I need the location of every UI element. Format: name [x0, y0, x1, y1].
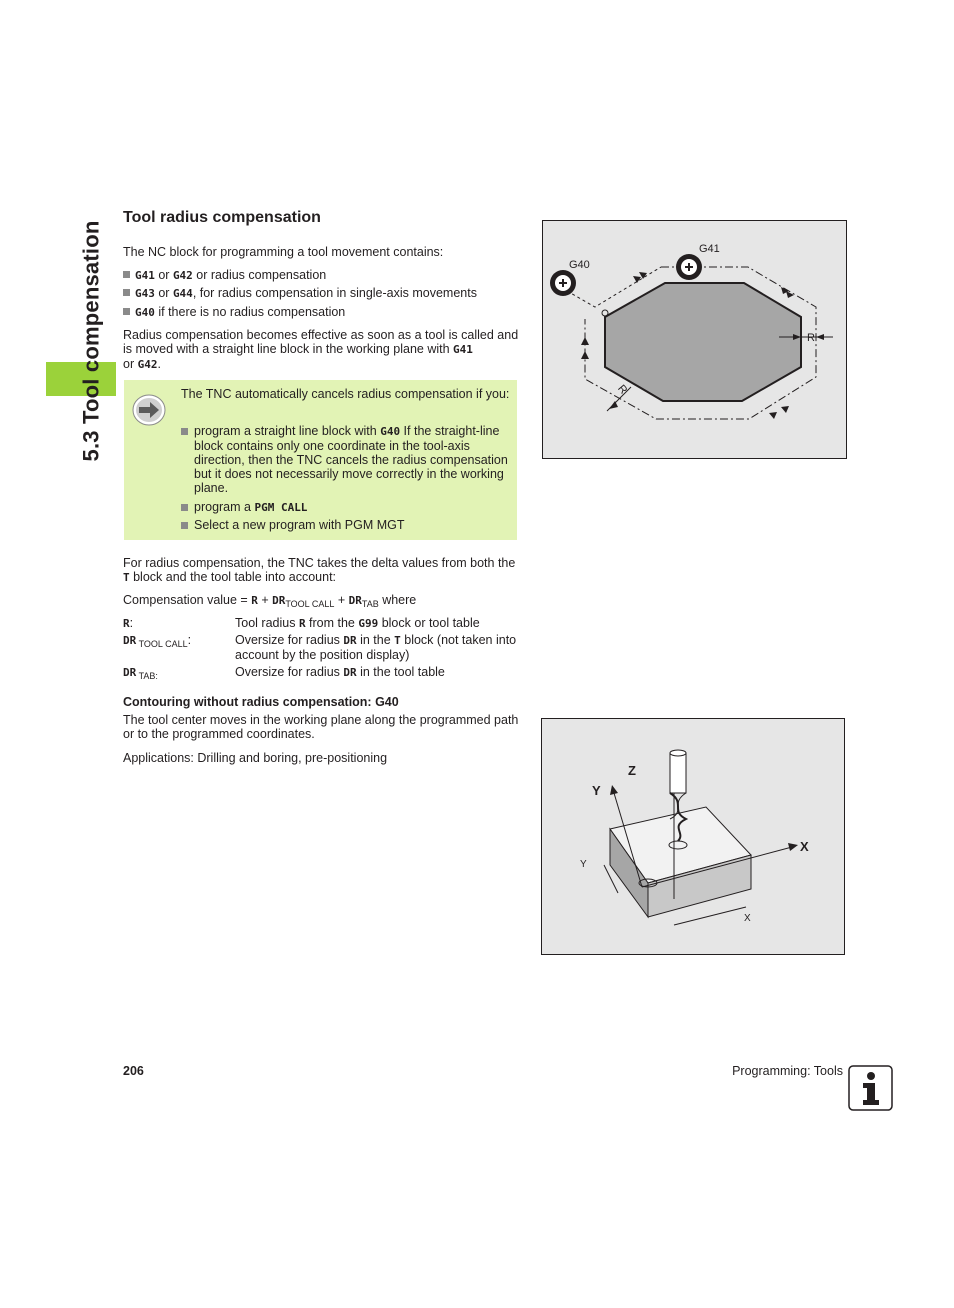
start-point-marker [602, 310, 608, 316]
label-radius-left: R [615, 382, 630, 397]
dimension-label-x: X [744, 913, 751, 924]
axis-label-z: Z [628, 763, 636, 778]
delta-paragraph: For radius compensation, the TNC takes the delta values from both the T block and the tool table into account: [123, 556, 516, 584]
chapter-title: Programming: Tools [732, 1064, 843, 1078]
label-radius-right: R [807, 332, 815, 344]
definition-list [123, 616, 519, 682]
intro-text: The NC block for programming a tool movement contains: [123, 245, 444, 259]
side-chapter-title: 5.3 Tool compensation [78, 220, 103, 462]
workpiece-shape [605, 283, 801, 401]
bullet-icon [123, 289, 130, 296]
label-g41: G41 [699, 243, 720, 255]
radius-compensation-figure [542, 220, 847, 459]
note-lead: The TNC automatically cancels radius compensation if you: [181, 387, 510, 401]
contouring-figure [541, 718, 845, 955]
dimension-label-y: Y [580, 859, 587, 870]
definition-row: R: Tool radius R from the G99 block or tool table [123, 616, 480, 630]
compensation-formula: Compensation value = $R + DR_{TOOL CALL} + DR_{TAB}$ where [123, 593, 417, 609]
definition-row: DR $_{TAB:}$ Oversize for radius DR in the tool table [123, 665, 445, 681]
workpiece-3d-diagram [542, 719, 844, 954]
bullet-icon [181, 428, 188, 435]
note-item: program a PGM CALL [181, 500, 511, 515]
list-item: G40 if there is no radius compensation [123, 305, 519, 323]
page-number: 206 [123, 1064, 144, 1078]
label-g40: G40 [569, 259, 590, 271]
bullet-icon [123, 308, 130, 315]
g41-cutter-icon [676, 254, 702, 280]
arrow-right-icon [132, 394, 166, 426]
note-item: Select a new program with PGM MGT [181, 518, 511, 532]
list-item: G43 or G44, for radius compensation in single-axis movements [123, 286, 519, 305]
contouring-title: Contouring without radius compensation: G40 [123, 695, 399, 709]
effective-paragraph: Radius compensation becomes effective as soon as a tool is called and is moved with a straight line block in the working plane with G41 or G42. [123, 328, 519, 371]
g40-cutter-icon [550, 270, 576, 296]
radius-compensation-diagram [543, 221, 846, 458]
note-item: program a straight line block with G40 If the straight-line block contains only one coordinate in the tool-axis direction, then the TNC cancels the radius compensation but it does not necessarily move correctly in the working plane. [181, 424, 511, 495]
bullet-icon [123, 271, 130, 278]
bullet-icon [181, 522, 188, 529]
info-icon [848, 1065, 893, 1111]
axis-label-y: Y [592, 783, 601, 798]
list-item: G41 or G42 or radius compensation [123, 268, 519, 286]
definition-row: DR $_{TOOL CALL}$: Oversize for radius DR in the T block (not taken into account by the position display) [123, 633, 517, 662]
contouring-paragraph: The tool center moves in the working plane along the programmed path or to the programmed coordinates. [123, 713, 519, 741]
bullet-list [123, 268, 519, 323]
bullet-icon [181, 504, 188, 511]
axis-label-x: X [800, 839, 809, 854]
section-title: Tool radius compensation [123, 209, 321, 226]
applications-paragraph: Applications: Drilling and boring, pre-positioning [123, 751, 388, 765]
